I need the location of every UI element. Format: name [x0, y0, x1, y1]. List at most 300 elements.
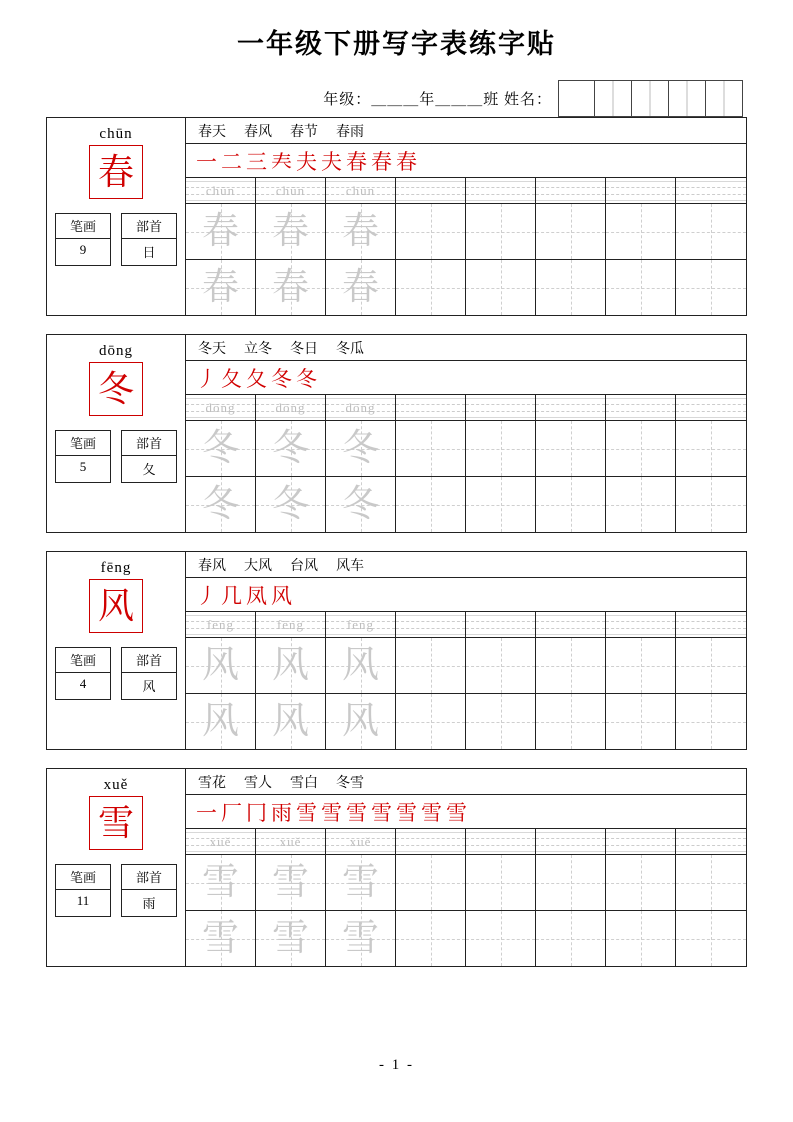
character-practice-cell[interactable]	[606, 694, 676, 749]
character-practice-cell[interactable]	[676, 911, 746, 966]
character-pinyin: chūn	[99, 126, 133, 142]
character-practice-cell[interactable]	[256, 911, 326, 966]
name-grid-cell[interactable]	[669, 80, 706, 117]
character-block	[46, 551, 747, 750]
character-practice-cell[interactable]	[536, 911, 606, 966]
character-practice-cell[interactable]	[536, 260, 606, 315]
character-practice-row	[186, 911, 746, 966]
stroke-count-label: 笔画	[56, 865, 110, 890]
character-summary	[47, 769, 186, 966]
guide-line-vertical	[431, 694, 432, 749]
pinyin-guide-lines	[606, 832, 675, 851]
pinyin-trace-text: dōng	[345, 399, 376, 415]
stroke-order-step: 𡗗	[271, 149, 293, 174]
word-example: 春风	[198, 558, 226, 574]
stroke-order-step: 雪	[396, 800, 418, 825]
pinyin-practice-row	[186, 395, 746, 421]
guide-line-vertical	[501, 477, 502, 532]
character-trace-glyph: 风	[272, 645, 309, 686]
practice-area	[186, 118, 746, 315]
stroke-order-step: 雪	[346, 800, 368, 825]
pinyin-guide-lines	[676, 181, 746, 200]
guide-line-vertical	[571, 638, 572, 693]
pinyin-guide-lines	[396, 181, 465, 200]
radical-value: 风	[142, 679, 156, 694]
guide-line-vertical	[431, 911, 432, 966]
character-practice-cell[interactable]	[676, 855, 746, 910]
pinyin-guide-lines	[536, 398, 605, 417]
name-grid-cell[interactable]	[595, 80, 632, 117]
guide-line-vertical	[571, 260, 572, 315]
pinyin-trace-text: xuě	[209, 833, 232, 849]
character-practice-cell[interactable]	[536, 855, 606, 910]
character-glyph: 冬	[89, 362, 143, 416]
word-example: 立冬	[244, 341, 272, 357]
pinyin-practice-cell[interactable]	[536, 395, 606, 420]
guide-line-vertical	[571, 477, 572, 532]
stroke-count-value: 11	[76, 893, 90, 908]
guide-line-vertical	[641, 421, 642, 476]
character-trace-glyph: 冬	[202, 484, 239, 525]
character-practice-cell[interactable]	[186, 638, 256, 693]
character-practice-cell[interactable]	[396, 421, 466, 476]
guide-line-vertical	[431, 477, 432, 532]
stroke-count-value: 4	[79, 676, 87, 691]
character-practice-row	[186, 477, 746, 532]
character-practice-cell[interactable]	[396, 204, 466, 259]
guide-line-vertical	[571, 694, 572, 749]
character-pinyin: xuě	[103, 777, 129, 793]
guide-line-vertical	[711, 911, 712, 966]
character-trace-glyph: 雪	[342, 862, 379, 903]
pinyin-practice-cell[interactable]	[536, 829, 606, 854]
guide-line-vertical	[711, 694, 712, 749]
pinyin-trace-text: chūn	[345, 182, 376, 198]
pinyin-practice-cell[interactable]	[606, 829, 676, 854]
guide-line-vertical	[431, 260, 432, 315]
character-practice-cell[interactable]	[676, 477, 746, 532]
guide-line-vertical	[641, 911, 642, 966]
pinyin-trace-text: fēng	[276, 616, 305, 632]
pinyin-guide-lines	[536, 615, 605, 634]
character-practice-cell[interactable]	[186, 260, 256, 315]
character-practice-cell[interactable]	[536, 204, 606, 259]
pinyin-practice-cell[interactable]	[676, 612, 746, 637]
word-example: 雪花	[198, 775, 226, 791]
pinyin-practice-cell[interactable]	[256, 612, 326, 637]
character-block	[46, 768, 747, 967]
character-practice-cell[interactable]	[676, 694, 746, 749]
guide-line-vertical	[571, 911, 572, 966]
word-example: 冬雪	[336, 775, 364, 791]
character-practice-row	[186, 421, 746, 477]
character-trace-glyph: 春	[272, 211, 309, 252]
word-example: 风车	[336, 558, 364, 574]
character-practice-cell[interactable]	[606, 260, 676, 315]
character-practice-cell[interactable]	[326, 477, 396, 532]
pinyin-trace-text: dōng	[205, 399, 236, 415]
stroke-order-step: 春	[346, 149, 368, 174]
character-trace-glyph: 风	[202, 701, 239, 742]
character-practice-cell[interactable]	[676, 204, 746, 259]
character-practice-cell[interactable]	[396, 638, 466, 693]
character-practice-cell[interactable]	[186, 911, 256, 966]
pinyin-trace-text: chūn	[205, 182, 236, 198]
stroke-order-step: 丿	[196, 366, 218, 391]
character-trace-glyph: 雪	[202, 862, 239, 903]
pinyin-practice-cell[interactable]	[536, 178, 606, 203]
stroke-order-step: 夫	[296, 149, 318, 174]
stroke-count-value: 5	[79, 459, 87, 474]
character-practice-cell[interactable]	[186, 477, 256, 532]
character-practice-cell[interactable]	[536, 477, 606, 532]
pinyin-practice-cell[interactable]	[676, 395, 746, 420]
radical-cell	[121, 647, 177, 700]
word-example: 雪白	[290, 775, 318, 791]
pinyin-guide-lines	[396, 615, 465, 634]
character-trace-glyph: 冬	[342, 428, 379, 469]
pinyin-guide-lines	[396, 398, 465, 417]
stroke-order-step: 雪	[446, 800, 468, 825]
guide-line-vertical	[641, 638, 642, 693]
pinyin-practice-row	[186, 612, 746, 638]
radical-value: 夂	[142, 462, 156, 477]
character-practice-cell[interactable]	[676, 260, 746, 315]
word-example: 春天	[198, 124, 226, 140]
name-grid	[558, 80, 743, 117]
pinyin-guide-lines	[466, 615, 535, 634]
guide-line-vertical	[431, 204, 432, 259]
stroke-order-step: 春	[371, 149, 393, 174]
radical-cell	[121, 864, 177, 917]
pinyin-practice-cell[interactable]	[466, 829, 536, 854]
pinyin-practice-cell[interactable]	[256, 395, 326, 420]
word-example: 春风	[244, 124, 272, 140]
stroke-order-step: 凤	[246, 583, 268, 608]
character-practice-cell[interactable]	[326, 694, 396, 749]
radical-label: 部首	[122, 431, 176, 456]
character-practice-cell[interactable]	[326, 260, 396, 315]
stroke-count-label: 笔画	[56, 214, 110, 239]
character-practice-cell[interactable]	[326, 638, 396, 693]
character-practice-cell[interactable]	[396, 694, 466, 749]
stroke-order-step: 一	[196, 800, 218, 825]
pinyin-practice-cell[interactable]	[186, 178, 256, 203]
character-info	[55, 213, 177, 266]
character-trace-glyph: 雪	[342, 918, 379, 959]
guide-line-vertical	[501, 911, 502, 966]
pinyin-practice-cell[interactable]	[256, 829, 326, 854]
page-number: - 1 -	[379, 1057, 414, 1073]
character-practice-cell[interactable]	[396, 477, 466, 532]
character-trace-glyph: 风	[272, 701, 309, 742]
character-practice-cell[interactable]	[466, 260, 536, 315]
guide-line-vertical	[571, 855, 572, 910]
stroke-count-label: 笔画	[56, 431, 110, 456]
name-grid-cell[interactable]	[632, 80, 669, 117]
word-example: 冬日	[290, 341, 318, 357]
character-practice-cell[interactable]	[256, 421, 326, 476]
guide-line-vertical	[641, 694, 642, 749]
stroke-order-step: 冂	[246, 800, 268, 825]
stroke-order-step: 冬	[271, 366, 293, 391]
word-examples	[186, 552, 746, 578]
pinyin-practice-cell[interactable]	[606, 395, 676, 420]
guide-line-vertical	[501, 638, 502, 693]
word-example: 雪人	[244, 775, 272, 791]
character-practice-cell[interactable]	[536, 694, 606, 749]
character-trace-glyph: 春	[342, 211, 379, 252]
character-practice-cell[interactable]	[396, 911, 466, 966]
pinyin-practice-cell[interactable]	[676, 829, 746, 854]
pinyin-guide-lines	[536, 832, 605, 851]
character-practice-cell[interactable]	[466, 911, 536, 966]
pinyin-practice-cell[interactable]	[396, 395, 466, 420]
word-example: 冬天	[198, 341, 226, 357]
guide-line-vertical	[711, 204, 712, 259]
pinyin-practice-cell[interactable]	[326, 829, 396, 854]
pinyin-trace-text: xuě	[349, 833, 372, 849]
character-practice-cell[interactable]	[186, 421, 256, 476]
stroke-order-step: 雪	[371, 800, 393, 825]
stroke-order-step: 夂	[221, 366, 243, 391]
character-trace-glyph: 冬	[342, 484, 379, 525]
character-info	[55, 647, 177, 700]
guide-line-vertical	[711, 477, 712, 532]
practice-area	[186, 552, 746, 749]
stroke-order-sequence	[186, 144, 746, 178]
stroke-count-cell	[55, 430, 111, 483]
stroke-count-cell	[55, 647, 111, 700]
word-example: 春雨	[336, 124, 364, 140]
character-practice-cell[interactable]	[256, 694, 326, 749]
guide-line-vertical	[431, 638, 432, 693]
character-summary	[47, 118, 186, 315]
pinyin-practice-cell[interactable]	[326, 178, 396, 203]
character-practice-cell[interactable]	[256, 638, 326, 693]
guide-line-vertical	[641, 260, 642, 315]
character-practice-cell[interactable]	[536, 638, 606, 693]
character-practice-row	[186, 855, 746, 911]
character-practice-cell[interactable]	[326, 204, 396, 259]
pinyin-practice-cell[interactable]	[396, 612, 466, 637]
stroke-count-cell	[55, 213, 111, 266]
pinyin-trace-text: xuě	[279, 833, 302, 849]
guide-line-vertical	[711, 421, 712, 476]
stroke-order-step: 夂	[246, 366, 268, 391]
stroke-order-step: 一	[196, 149, 218, 174]
character-practice-cell[interactable]	[676, 421, 746, 476]
guide-line-vertical	[501, 421, 502, 476]
stroke-order-sequence	[186, 361, 746, 395]
stroke-order-step: 雪	[321, 800, 343, 825]
character-practice-cell[interactable]	[256, 204, 326, 259]
stroke-count-label: 笔画	[56, 648, 110, 673]
student-info-label: 年级：＿＿＿年＿＿＿班 姓名：	[323, 92, 552, 108]
character-practice-cell[interactable]	[186, 694, 256, 749]
character-practice-cell[interactable]	[606, 638, 676, 693]
character-pinyin: dōng	[99, 343, 133, 359]
pinyin-guide-lines	[536, 181, 605, 200]
pinyin-guide-lines	[606, 615, 675, 634]
character-trace-glyph: 风	[202, 645, 239, 686]
pinyin-guide-lines	[466, 832, 535, 851]
guide-line-vertical	[711, 638, 712, 693]
pinyin-trace-text: dōng	[275, 399, 306, 415]
character-practice-cell[interactable]	[396, 855, 466, 910]
guide-line-vertical	[501, 694, 502, 749]
word-examples	[186, 769, 746, 795]
pinyin-practice-cell[interactable]	[606, 612, 676, 637]
character-practice-cell[interactable]	[326, 421, 396, 476]
stroke-order-step: 冬	[296, 366, 318, 391]
character-practice-cell[interactable]	[466, 204, 536, 259]
pinyin-practice-cell[interactable]	[186, 612, 256, 637]
character-practice-cell[interactable]	[466, 421, 536, 476]
guide-line-vertical	[431, 421, 432, 476]
character-practice-cell[interactable]	[606, 421, 676, 476]
pinyin-trace-text: chūn	[275, 182, 306, 198]
pinyin-practice-cell[interactable]	[466, 178, 536, 203]
guide-line-vertical	[431, 855, 432, 910]
character-info	[55, 430, 177, 483]
character-practice-cell[interactable]	[466, 694, 536, 749]
pinyin-trace-text: fēng	[206, 616, 235, 632]
radical-cell	[121, 430, 177, 483]
pinyin-practice-row	[186, 829, 746, 855]
guide-line-vertical	[571, 421, 572, 476]
radical-label: 部首	[122, 214, 176, 239]
character-pinyin: fēng	[100, 560, 132, 576]
radical-label: 部首	[122, 865, 176, 890]
character-practice-cell[interactable]	[606, 911, 676, 966]
pinyin-practice-cell[interactable]	[186, 829, 256, 854]
stroke-order-step: 二	[221, 149, 243, 174]
pinyin-practice-cell[interactable]	[536, 612, 606, 637]
character-trace-glyph: 风	[342, 701, 379, 742]
character-glyph: 雪	[89, 796, 143, 850]
character-practice-cell[interactable]	[676, 638, 746, 693]
stroke-order-sequence	[186, 578, 746, 612]
character-practice-cell[interactable]	[256, 260, 326, 315]
pinyin-guide-lines	[396, 832, 465, 851]
guide-line-vertical	[501, 855, 502, 910]
guide-line-vertical	[641, 855, 642, 910]
pinyin-guide-lines	[676, 398, 746, 417]
stroke-order-step: 风	[271, 583, 293, 608]
stroke-order-step: 几	[221, 583, 243, 608]
guide-line-vertical	[501, 260, 502, 315]
word-examples	[186, 335, 746, 361]
character-trace-glyph: 春	[272, 267, 309, 308]
name-grid-cell[interactable]	[706, 80, 743, 117]
pinyin-trace-text: fēng	[346, 616, 375, 632]
guide-line-vertical	[571, 204, 572, 259]
character-practice-cell[interactable]	[466, 638, 536, 693]
stroke-order-step: 雪	[421, 800, 443, 825]
page-title: 一年级下册写字表练字贴	[237, 29, 556, 59]
character-practice-row	[186, 638, 746, 694]
pinyin-guide-lines	[466, 398, 535, 417]
pinyin-practice-cell[interactable]	[396, 829, 466, 854]
character-trace-glyph: 冬	[272, 484, 309, 525]
word-example: 大风	[244, 558, 272, 574]
radical-label: 部首	[122, 648, 176, 673]
stroke-order-step: 夫	[321, 149, 343, 174]
word-examples	[186, 118, 746, 144]
word-example: 台风	[290, 558, 318, 574]
character-trace-glyph: 雪	[272, 918, 309, 959]
character-info	[55, 864, 177, 917]
character-practice-cell[interactable]	[396, 260, 466, 315]
character-block	[46, 117, 747, 316]
character-practice-row	[186, 260, 746, 315]
pinyin-practice-cell[interactable]	[606, 178, 676, 203]
practice-area	[186, 335, 746, 532]
character-trace-glyph: 冬	[272, 428, 309, 469]
pinyin-practice-cell[interactable]	[326, 395, 396, 420]
character-trace-glyph: 风	[342, 645, 379, 686]
pinyin-practice-cell[interactable]	[466, 395, 536, 420]
stroke-order-step: 雨	[271, 800, 293, 825]
character-practice-cell[interactable]	[326, 855, 396, 910]
character-practice-cell[interactable]	[606, 477, 676, 532]
character-trace-glyph: 春	[342, 267, 379, 308]
pinyin-practice-cell[interactable]	[256, 178, 326, 203]
stroke-order-step: 丿	[196, 583, 218, 608]
radical-cell	[121, 213, 177, 266]
character-summary	[47, 335, 186, 532]
character-practice-cell[interactable]	[606, 855, 676, 910]
character-glyph: 风	[89, 579, 143, 633]
stroke-order-sequence	[186, 795, 746, 829]
pinyin-practice-cell[interactable]	[396, 178, 466, 203]
stroke-count-cell	[55, 864, 111, 917]
character-practice-cell[interactable]	[606, 204, 676, 259]
pinyin-practice-cell[interactable]	[186, 395, 256, 420]
character-practice-cell[interactable]	[186, 204, 256, 259]
character-practice-cell[interactable]	[256, 477, 326, 532]
character-practice-cell[interactable]	[186, 855, 256, 910]
pinyin-practice-cell[interactable]	[326, 612, 396, 637]
character-practice-cell[interactable]	[466, 477, 536, 532]
name-grid-cell[interactable]	[558, 80, 595, 117]
pinyin-guide-lines	[676, 615, 746, 634]
character-trace-glyph: 春	[202, 267, 239, 308]
guide-line-vertical	[711, 855, 712, 910]
character-trace-glyph: 雪	[272, 862, 309, 903]
character-glyph: 春	[89, 145, 143, 199]
character-practice-cell[interactable]	[326, 911, 396, 966]
stroke-order-step: 三	[246, 149, 268, 174]
stroke-order-step: 春	[396, 149, 418, 174]
character-trace-glyph: 冬	[202, 428, 239, 469]
practice-area	[186, 769, 746, 966]
stroke-order-step: 雪	[296, 800, 318, 825]
radical-value: 雨	[142, 896, 156, 911]
pinyin-practice-cell[interactable]	[466, 612, 536, 637]
character-practice-cell[interactable]	[256, 855, 326, 910]
character-practice-cell[interactable]	[466, 855, 536, 910]
character-block	[46, 334, 747, 533]
pinyin-guide-lines	[606, 181, 675, 200]
pinyin-practice-cell[interactable]	[676, 178, 746, 203]
stroke-count-value: 9	[79, 242, 87, 257]
character-trace-glyph: 春	[202, 211, 239, 252]
stroke-order-step: 厂	[221, 800, 243, 825]
character-practice-row	[186, 204, 746, 260]
character-practice-cell[interactable]	[536, 421, 606, 476]
